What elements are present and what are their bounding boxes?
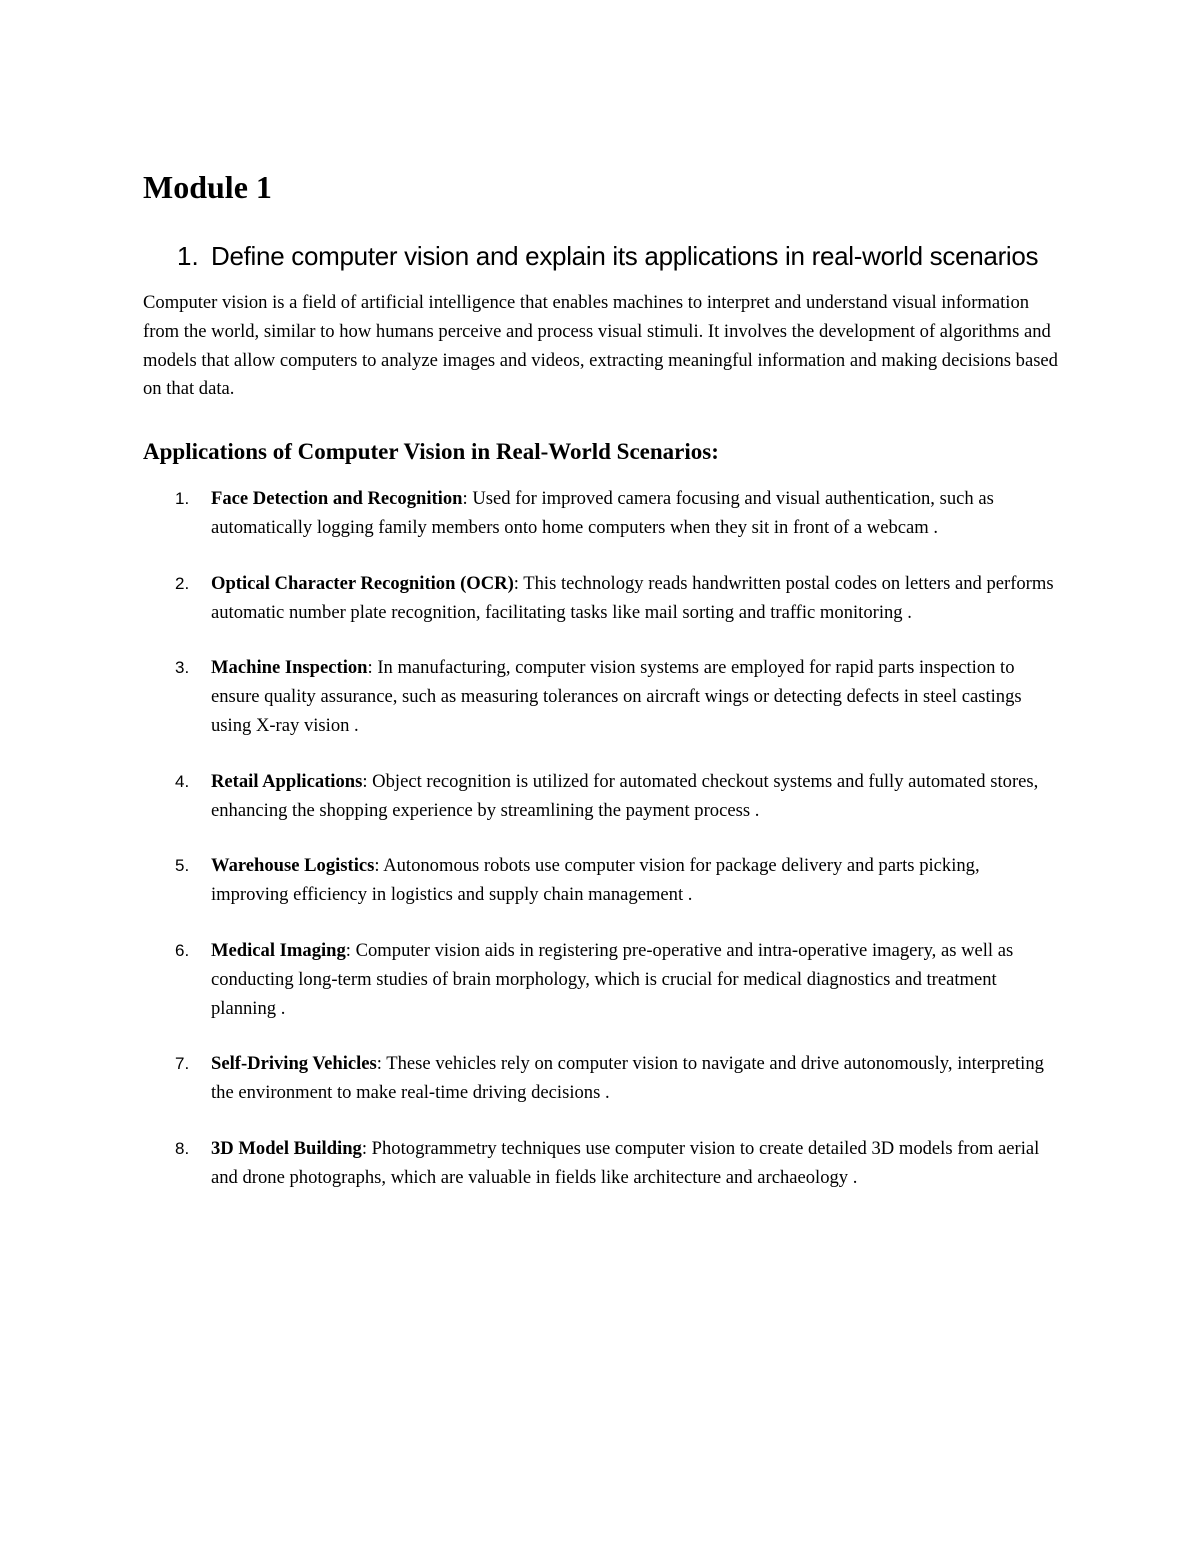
list-item-text: : Used for improved camera focusing and visual authentication, such as automatically logging family members onto home computers when they sit in front of a webcam . [211, 488, 994, 538]
list-item-text: : Computer vision aids in registering pre-operative and intra-operative imagery, as well as conducting long-term studies of brain morphology, which is crucial for medical diagnostics and treatment planning . [211, 939, 1014, 1019]
list-item-body [211, 768, 1063, 826]
list-item [143, 485, 1063, 543]
list-item [143, 570, 1063, 628]
list-item-title: Face Detection and Recognition [211, 488, 463, 510]
question-number: 1. [177, 241, 199, 271]
list-item-number: 3. [175, 658, 190, 678]
list-item-text: : In manufacturing, computer vision systems are employed for rapid parts inspection to ensure quality assurance, such as measuring tolerances on aircraft wings or detecting defects in steel castings using X-ray vision . [211, 657, 1022, 736]
list-item-text: : Photogrammetry techniques use computer vision to create detailed 3D models from aerial and drone photographs, which are valuable in fields like architecture and archaeology . [211, 1137, 1040, 1188]
list-item [143, 1050, 1063, 1108]
list-item-text: : This technology reads handwritten postal codes on letters and performs automatic number plate recognition, facilitating tasks like mail sorting and traffic monitoring . [211, 572, 1054, 623]
list-item-text: : These vehicles rely on computer vision to navigate and drive autonomously, interpreting the environment to make real-time driving decisions . [211, 1053, 1044, 1104]
list-item-number: 4. [175, 771, 190, 791]
list-item-title: Retail Applications [211, 770, 363, 792]
list-item-number: 5. [175, 856, 190, 876]
question-heading [143, 237, 1063, 275]
list-item-body [211, 852, 1063, 910]
applications-list [143, 485, 1063, 1192]
list-item [143, 654, 1063, 740]
list-item-title: 3D Model Building [211, 1137, 362, 1159]
list-item-title: Warehouse Logistics [211, 855, 375, 877]
list-item-text: : Object recognition is utilized for automated checkout systems and fully automated stores, enhancing the shopping experience by streamlining the payment process . [211, 770, 1039, 821]
list-item-text: : Autonomous robots use computer vision for package delivery and parts picking, improving efficiency in logistics and supply chain management . [211, 855, 980, 906]
list-item-body [211, 1050, 1063, 1108]
list-item-title: Machine Inspection [211, 657, 368, 679]
list-item-title: Optical Character Recognition (OCR) [211, 572, 514, 594]
list-item [143, 1135, 1063, 1193]
list-item-body [211, 570, 1063, 628]
list-item-number: 8. [175, 1138, 190, 1158]
list-item-body [211, 654, 1063, 740]
list-item-body [211, 937, 1063, 1023]
list-item-number: 1. [175, 489, 190, 509]
list-item-number: 2. [175, 573, 190, 593]
question-text: Define computer vision and explain its applications in real-world scenarios [211, 241, 1039, 271]
list-item [143, 937, 1063, 1023]
list-item-body [211, 1135, 1063, 1193]
list-item-title: Medical Imaging [211, 939, 346, 961]
list-item-number: 6. [175, 940, 190, 960]
intro-paragraph: Computer vision is a field of artificial intelligence that enables machines to interpret and understand visual information from the world, similar to how humans perceive and process visual stimuli. It involves the development of algorithms and models that allow computers to analyze images and videos, extracting meaningful information and making decisions based on that data. [143, 292, 1058, 400]
document-content [143, 168, 1063, 1220]
list-item-number: 7. [175, 1054, 190, 1074]
module-title: Module 1 [143, 169, 272, 205]
list-item-body [211, 485, 1063, 543]
applications-heading: Applications of Computer Vision in Real-World Scenarios: [143, 439, 719, 465]
list-item [143, 768, 1063, 826]
list-item-title: Self-Driving Vehicles [211, 1053, 377, 1075]
list-item [143, 852, 1063, 910]
